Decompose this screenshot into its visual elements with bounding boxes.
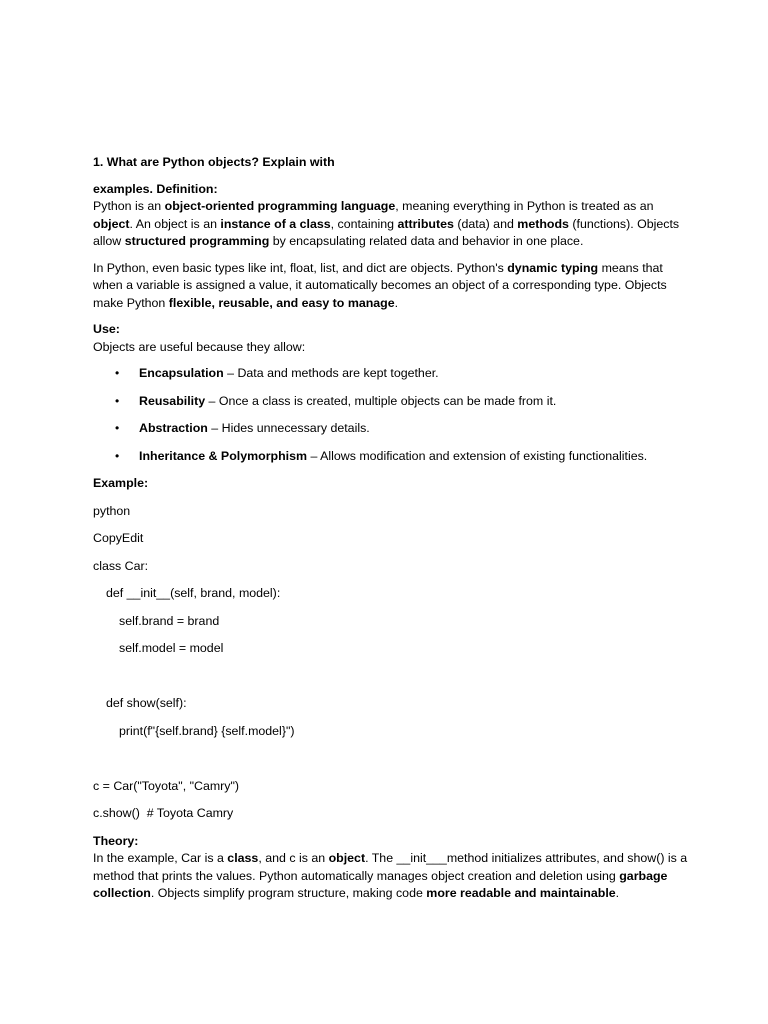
definition-heading: examples. Definition:	[93, 181, 218, 196]
list-item: • Reusability – Once a class is created, multiple objects can be made from it.	[93, 393, 693, 411]
copy-edit-label: CopyEdit	[93, 531, 144, 545]
question-heading: 1. What are Python objects? Explain with	[93, 155, 335, 169]
code-line: def show(self):	[106, 696, 187, 710]
code-line: class Car:	[93, 558, 149, 573]
definition-paragraph: Python is an object-oriented programming language, meaning everything in Python is treated as an object. An object is an instance of a class, containing attributes (data) and methods (functions). Objects allow structured programming by encapsulating related data and behavior in one place.	[93, 199, 680, 248]
use-heading: Use:	[93, 322, 120, 336]
list-item: • Inheritance & Polymorphism – Allows modification and extension of existing functionalities.	[93, 448, 693, 466]
blank-line	[93, 668, 693, 686]
code-line: print(f"{self.brand} {self.model}")	[119, 723, 295, 738]
code-line: c.show() # Toyota Camry	[93, 806, 234, 820]
code-line: def __init__(self, brand, model):	[106, 586, 281, 600]
code-language-label: python	[93, 503, 131, 518]
document-page	[93, 154, 693, 903]
theory-paragraph: In the example, Car is a class, and c is an object. The __init___method initializes attributes, and show() is a method that prints the values. Python automatically manages object creation and deletion using garbage collection. Objects simplify program structure, making code more readable and maintainable.	[93, 851, 688, 900]
blank-line	[93, 750, 693, 768]
code-line: c = Car("Toyota", "Camry")	[93, 778, 240, 793]
list-item: • Abstraction – Hides unnecessary details.	[93, 420, 693, 438]
use-intro: Objects are useful because they allow:	[93, 339, 306, 354]
example-heading: Example:	[93, 476, 149, 490]
code-line: self.model = model	[119, 641, 224, 655]
dynamic-typing-paragraph: In Python, even basic types like int, float, list, and dict are objects. Python's dynamic typing means that when a variable is assigned a value, it automatically becomes an object of a corresponding type. Objects make Python flexible, reusable, and easy to manage.	[93, 260, 667, 310]
use-list	[93, 365, 693, 465]
code-line: self.brand = brand	[119, 613, 220, 628]
theory-heading: Theory:	[93, 833, 139, 848]
list-item: • Encapsulation – Data and methods are kept together.	[93, 365, 693, 383]
